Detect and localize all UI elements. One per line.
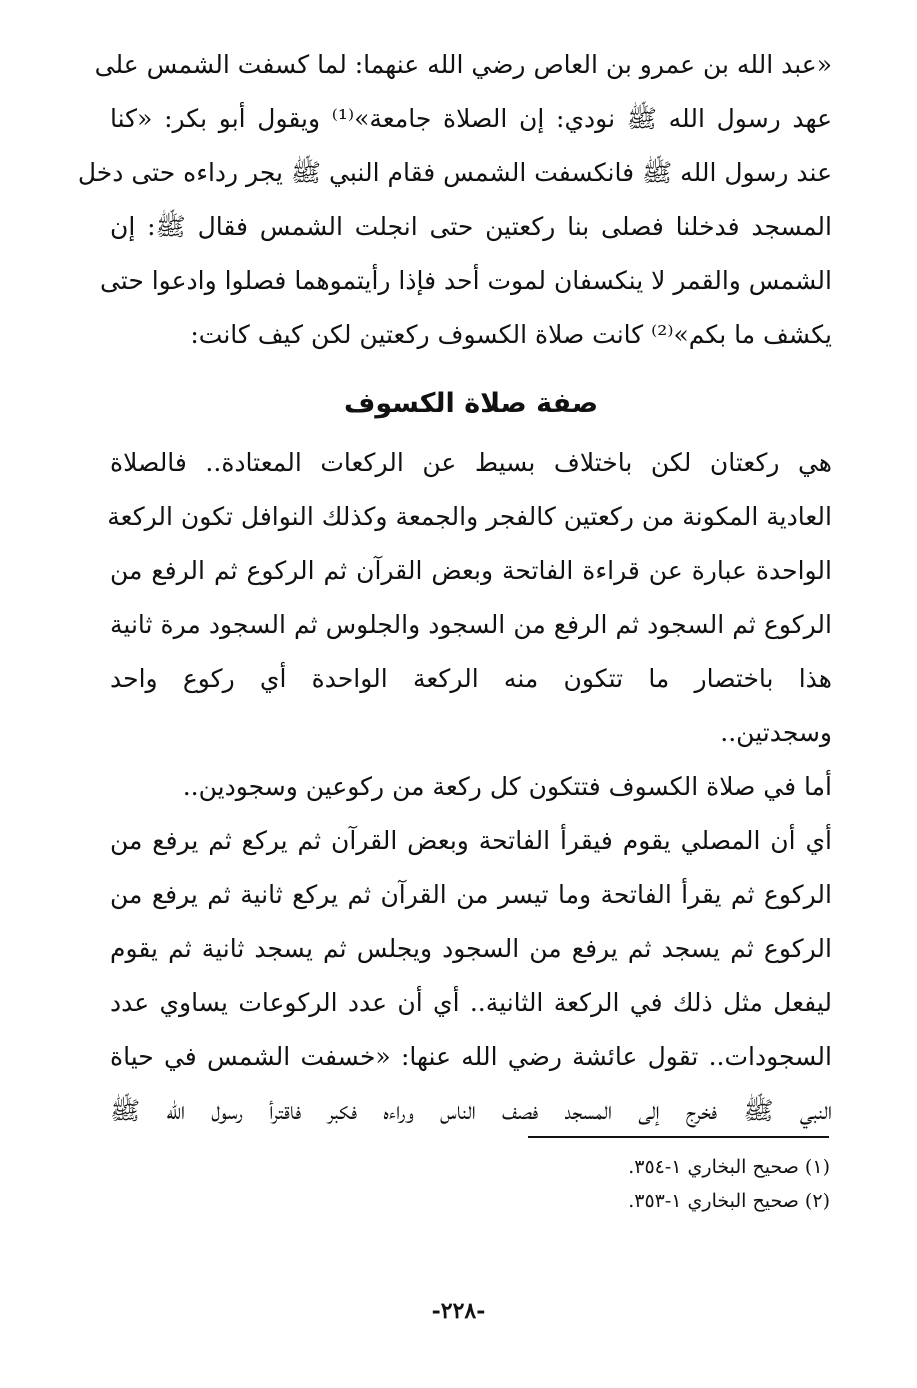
text-line: أما في صلاة الكسوف فتتكون كل ركعة من ركوعين وسجودين..	[182, 772, 832, 801]
text-line: «عبد الله بن عمرو بن العاص رضي الله عنهما: لما كسفت الشمس على	[94, 50, 832, 79]
footnote-divider	[528, 1136, 829, 1138]
text-line: النبي ﷺ فخرج إلى المسجد فصف الناس وراءه فكبر فاقترأ رسول الله ﷺ	[110, 1096, 832, 1125]
text-line: الركوع ثم يقرأ الفاتحة وما تيسر من القرآن ثم يركع ثانية ثم يرفع من	[110, 880, 832, 909]
text-line: وسجدتين..	[720, 718, 832, 747]
page-number: -٢٢٨-	[431, 1298, 486, 1324]
text-line: الركوع ثم يسجد ثم يرفع من السجود ويجلس ثم يسجد ثانية ثم يقوم	[110, 934, 832, 963]
text-line: عهد رسول الله ﷺ نودي: إن الصلاة جامعة»⁽¹⁾ ويقول أبو بكر: «كنا	[110, 104, 832, 133]
text-line: ليفعل مثل ذلك في الركعة الثانية.. أي أن عدد الركوعات يساوي عدد	[110, 988, 832, 1017]
footnote-2: (٢) صحيح البخاري ١-٣٥٣.	[628, 1190, 830, 1212]
text-line: الواحدة عبارة عن قراءة الفاتحة وبعض القرآن ثم الركوع ثم الرفع من	[110, 556, 832, 585]
paragraph-description	[107, 436, 832, 760]
paragraph-eclipse-prayer	[110, 760, 832, 1138]
paragraph-hadith	[77, 38, 832, 362]
text-line: يكشف ما بكم»⁽²⁾ كانت صلاة الكسوف ركعتين لكن كيف كانت:	[190, 320, 832, 349]
text-line: هذا باختصار ما تتكون منه الركعة الواحدة أي ركوع واحد	[110, 664, 832, 693]
text-line: الشمس والقمر لا ينكسفان لموت أحد فإذا رأيتموهما فصلوا وادعوا حتى	[99, 266, 832, 295]
text-line: أي أن المصلي يقوم فيقرأ الفاتحة وبعض القرآن ثم يركع ثم يرفع من	[110, 826, 832, 855]
text-line: المسجد فدخلنا فصلى بنا ركعتين حتى انجلت الشمس فقال ﷺ: إن	[110, 212, 832, 241]
text-line: عند رسول الله ﷺ فانكسفت الشمس فقام النبي ﷺ يجر رداءه حتى دخل	[77, 158, 832, 187]
text-line: الركوع ثم السجود ثم الرفع من السجود والجلوس ثم السجود مرة ثانية	[110, 610, 832, 639]
footnote-1: (١) صحيح البخاري ١-٣٥٤.	[628, 1156, 830, 1178]
text-line: العادية المكونة من ركعتين كالفجر والجمعة وكذلك النوافل تكون الركعة	[107, 502, 832, 531]
footnotes	[450, 1150, 830, 1218]
section-heading: صفة صلاة الكسوف	[343, 388, 599, 419]
text-line: السجودات.. تقول عائشة رضي الله عنها: «خسفت الشمس في حياة	[110, 1042, 832, 1071]
text-line: هي ركعتان لكن باختلاف بسيط عن الركعات المعتادة.. فالصلاة	[110, 448, 832, 477]
